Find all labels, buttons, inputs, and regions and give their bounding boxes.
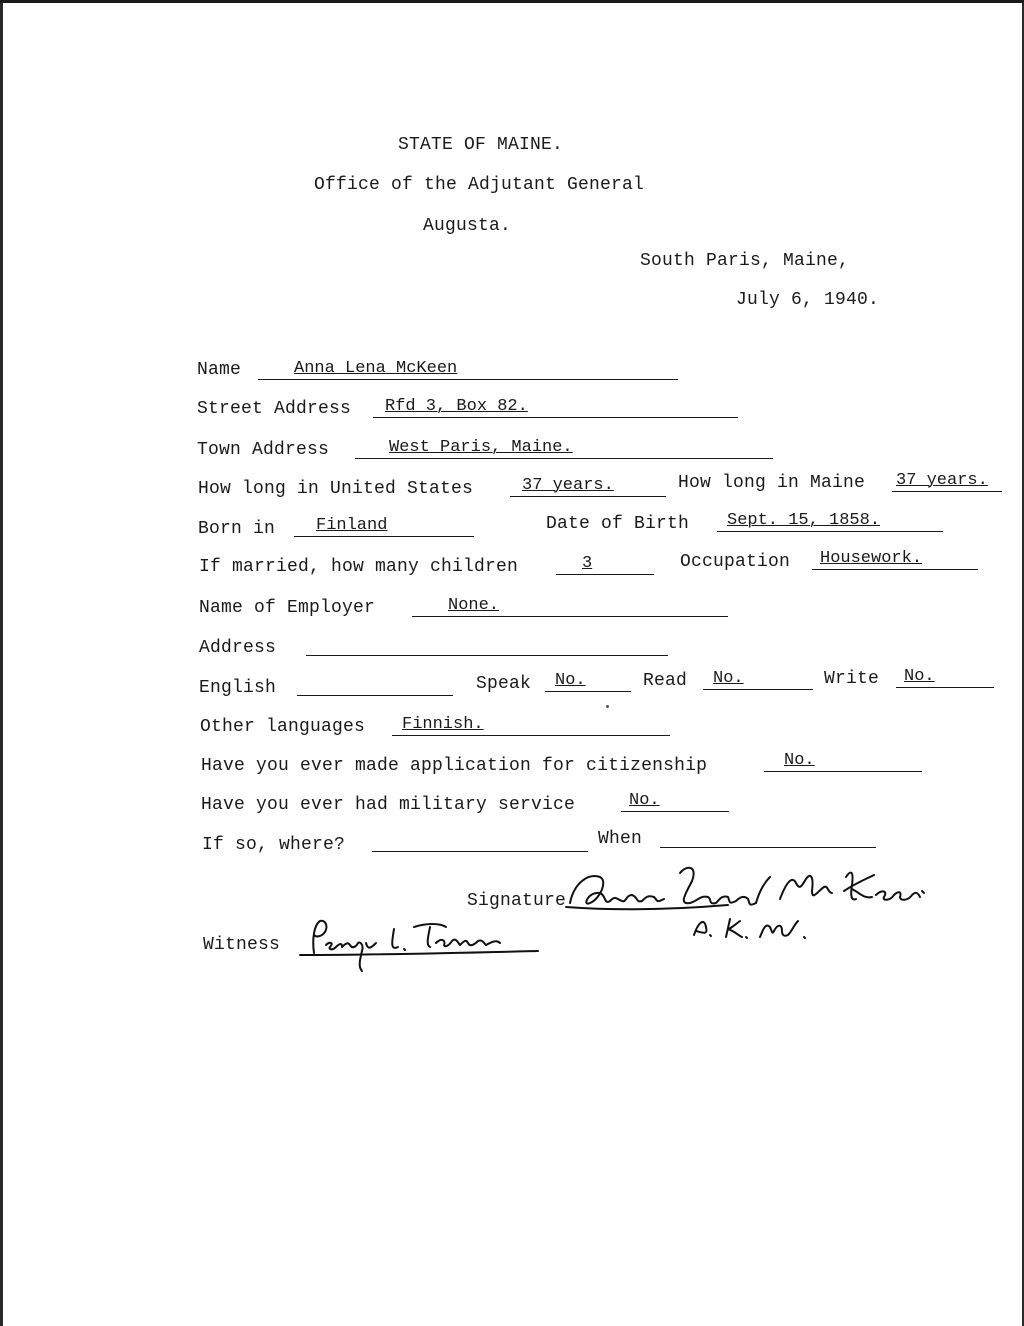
when-label: When [598, 829, 643, 849]
children-label: If married, how many children [199, 557, 519, 577]
where-label: If so, where? [202, 835, 346, 855]
street-field: Rfd 3, Box 82. [373, 396, 738, 418]
header-state: STATE OF MAINE. [398, 135, 564, 155]
occupation-label: Occupation [680, 552, 791, 572]
us-duration-field: 37 years. [510, 475, 666, 497]
citizenship-label: Have you ever made application for citizenship [201, 756, 708, 776]
maine-duration-label: How long in Maine [678, 473, 866, 493]
header-city: Augusta. [423, 216, 512, 236]
maine-duration-field: 37 years. [892, 470, 1002, 492]
write-field: No. [896, 666, 994, 688]
born-label: Born in [198, 519, 276, 539]
signature-handwritten [560, 861, 930, 941]
address-field [306, 633, 668, 656]
name-label: Name [197, 360, 242, 380]
employer-field: None. [412, 595, 728, 617]
town-field: West Paris, Maine. [355, 437, 773, 459]
military-label: Have you ever had military service [201, 795, 576, 815]
dob-label: Date of Birth [546, 514, 690, 534]
stray-mark [606, 705, 609, 708]
employer-label: Name of Employer [199, 598, 376, 618]
witness-signature-handwritten [296, 915, 546, 975]
witness-label: Witness [203, 935, 281, 955]
children-field: 3 [556, 553, 654, 575]
header-place: South Paris, Maine, [640, 251, 850, 271]
speak-label: Speak [476, 674, 532, 694]
english-label: English [199, 678, 277, 698]
military-field: No. [621, 790, 729, 812]
when-field [660, 825, 876, 848]
header-office: Office of the Adjutant General [314, 175, 645, 195]
citizenship-field: No. [764, 750, 922, 772]
header-date: July 6, 1940. [736, 290, 880, 310]
speak-field: No. [545, 670, 631, 692]
where-field [372, 829, 588, 852]
occupation-field: Housework. [812, 548, 978, 570]
page-edge-left [0, 3, 3, 1326]
read-field: No. [703, 668, 813, 690]
born-field: Finland [294, 515, 474, 537]
town-label: Town Address [197, 440, 330, 460]
address-label: Address [199, 638, 277, 658]
english-field [297, 673, 453, 696]
other-languages-label: Other languages [200, 717, 366, 737]
write-label: Write [824, 669, 880, 689]
signature-label: Signature [467, 891, 567, 911]
name-field: Anna Lena McKeen [258, 358, 678, 380]
dob-field: Sept. 15, 1858. [717, 510, 943, 532]
us-duration-label: How long in United States [198, 479, 474, 499]
street-label: Street Address [197, 399, 352, 419]
read-label: Read [643, 671, 688, 691]
other-languages-field: Finnish. [392, 714, 670, 736]
